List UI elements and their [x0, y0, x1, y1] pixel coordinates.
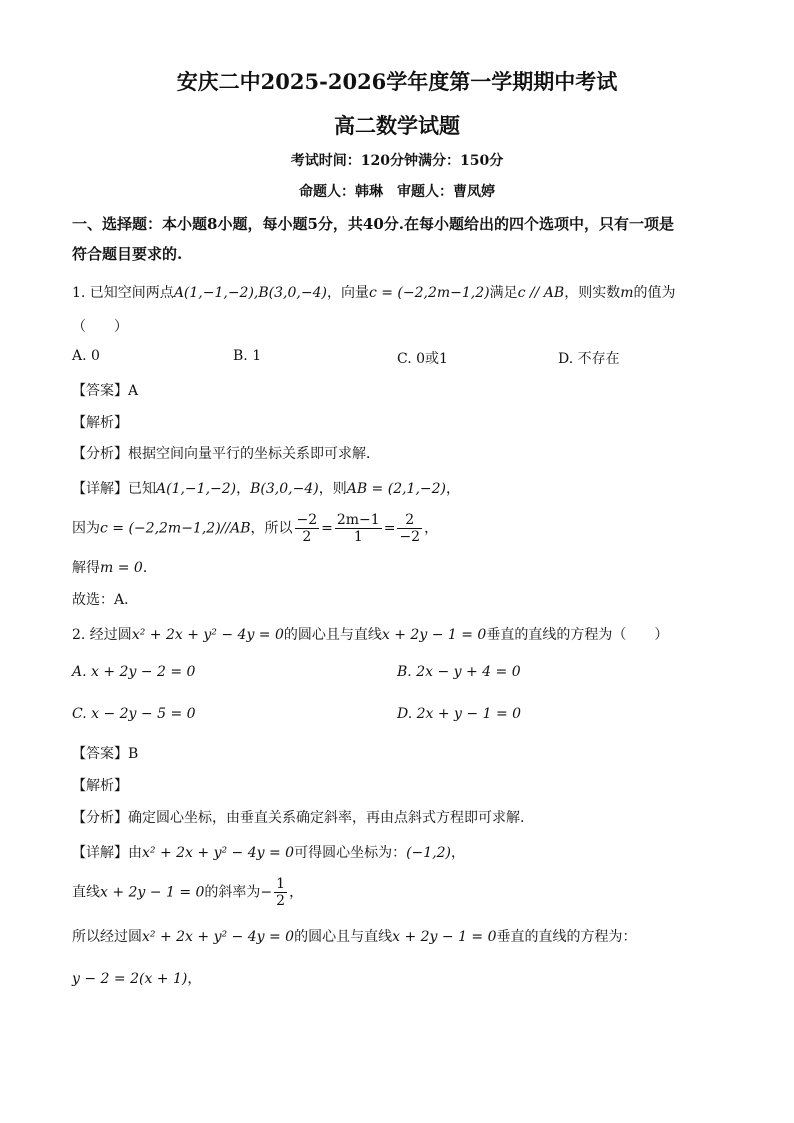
q1-detail: 【详解】已知A(1,−1,−2)，B(3,0,−4)，则AB = (2,1,−2)，	[72, 481, 461, 497]
q2-analysis-head: 【解析】	[72, 778, 128, 794]
q1-option-a: A. 0	[72, 348, 100, 364]
fraction: $\frac{-2}{2}$	[296, 512, 318, 545]
q1-paren: （ ）	[72, 319, 128, 335]
q2-so: 所以经过圆x² + 2x + y² − 4y = 0的圆心且与直线x + 2y − 1 = 0垂直的直线的方程为：	[72, 929, 637, 945]
fraction: $\frac{1}{2}$	[276, 876, 286, 909]
section-heading-cont: 符合题目要求的.	[72, 245, 183, 263]
q2-equation: y − 2 = 2(x + 1)，	[72, 971, 202, 987]
q2-stem: 2. 经过圆x² + 2x + y² − 4y = 0的圆心且与直线x + 2y − 1 = 0垂直的直线的方程为（ ）	[72, 627, 669, 643]
q2-option-a: A. x + 2y − 2 = 0	[72, 664, 196, 680]
q1-analysis: 【分析】根据空间向量平行的坐标关系即可求解．	[72, 446, 380, 462]
q2-option-b: B. 2x − y + 4 = 0	[397, 664, 521, 680]
exam-title: 安庆二中2025-2026学年度第一学期期中考试	[176, 69, 618, 94]
q2-answer: 【答案】B	[72, 746, 139, 762]
q1-option-d: D. 不存在	[558, 351, 620, 367]
q1-because: 因为c = (−2,2m−1,2)//AB，所以 $\frac{-2}{2}$ = $\frac{2m-1}{1}$ = $\frac{2}{-2}$ ，	[72, 512, 439, 545]
fraction: $\frac{2m-1}{1}$	[336, 512, 380, 545]
q1-stem: 1. 已知空间两点A(1,−1,−2),B(3,0,−4)，向量c = (−2,2m−1,2)满足c // AB，则实数m的值为	[72, 285, 676, 301]
section-heading: 一、选择题：本小题8小题，每小题5分，共40分.在每小题给出的四个选项中，只有一项是	[72, 215, 674, 233]
exam-info: 考试时间：120分钟满分：150分	[290, 153, 504, 169]
q1-analysis-head: 【解析】	[72, 415, 128, 431]
q2-analysis: 【分析】确定圆心坐标，由垂直关系确定斜率，再由点斜式方程即可求解.	[72, 810, 525, 826]
exam-authors: 命题人：韩琳 审题人：曹凤婷	[299, 184, 495, 200]
q1-answer: 【答案】A	[72, 383, 139, 399]
q2-option-c: C. x − 2y − 5 = 0	[72, 706, 196, 722]
q1-option-c: C. 0或1	[397, 351, 448, 367]
q1-option-b: B. 1	[233, 348, 262, 364]
fraction: $\frac{2}{-2}$	[399, 512, 421, 545]
q2-slope: 直线x + 2y − 1 = 0的斜率为− $\frac{1}{2}$ ，	[72, 876, 304, 909]
q1-choose: 故选：A．	[72, 592, 139, 608]
q2-detail: 【详解】由x² + 2x + y² − 4y = 0可得圆心坐标为：(−1,2)，	[72, 845, 466, 861]
exam-subtitle: 高二数学试题	[334, 113, 460, 138]
q2-option-d: D. 2x + y − 1 = 0	[397, 706, 522, 722]
q1-solve: 解得m = 0．	[72, 560, 157, 576]
